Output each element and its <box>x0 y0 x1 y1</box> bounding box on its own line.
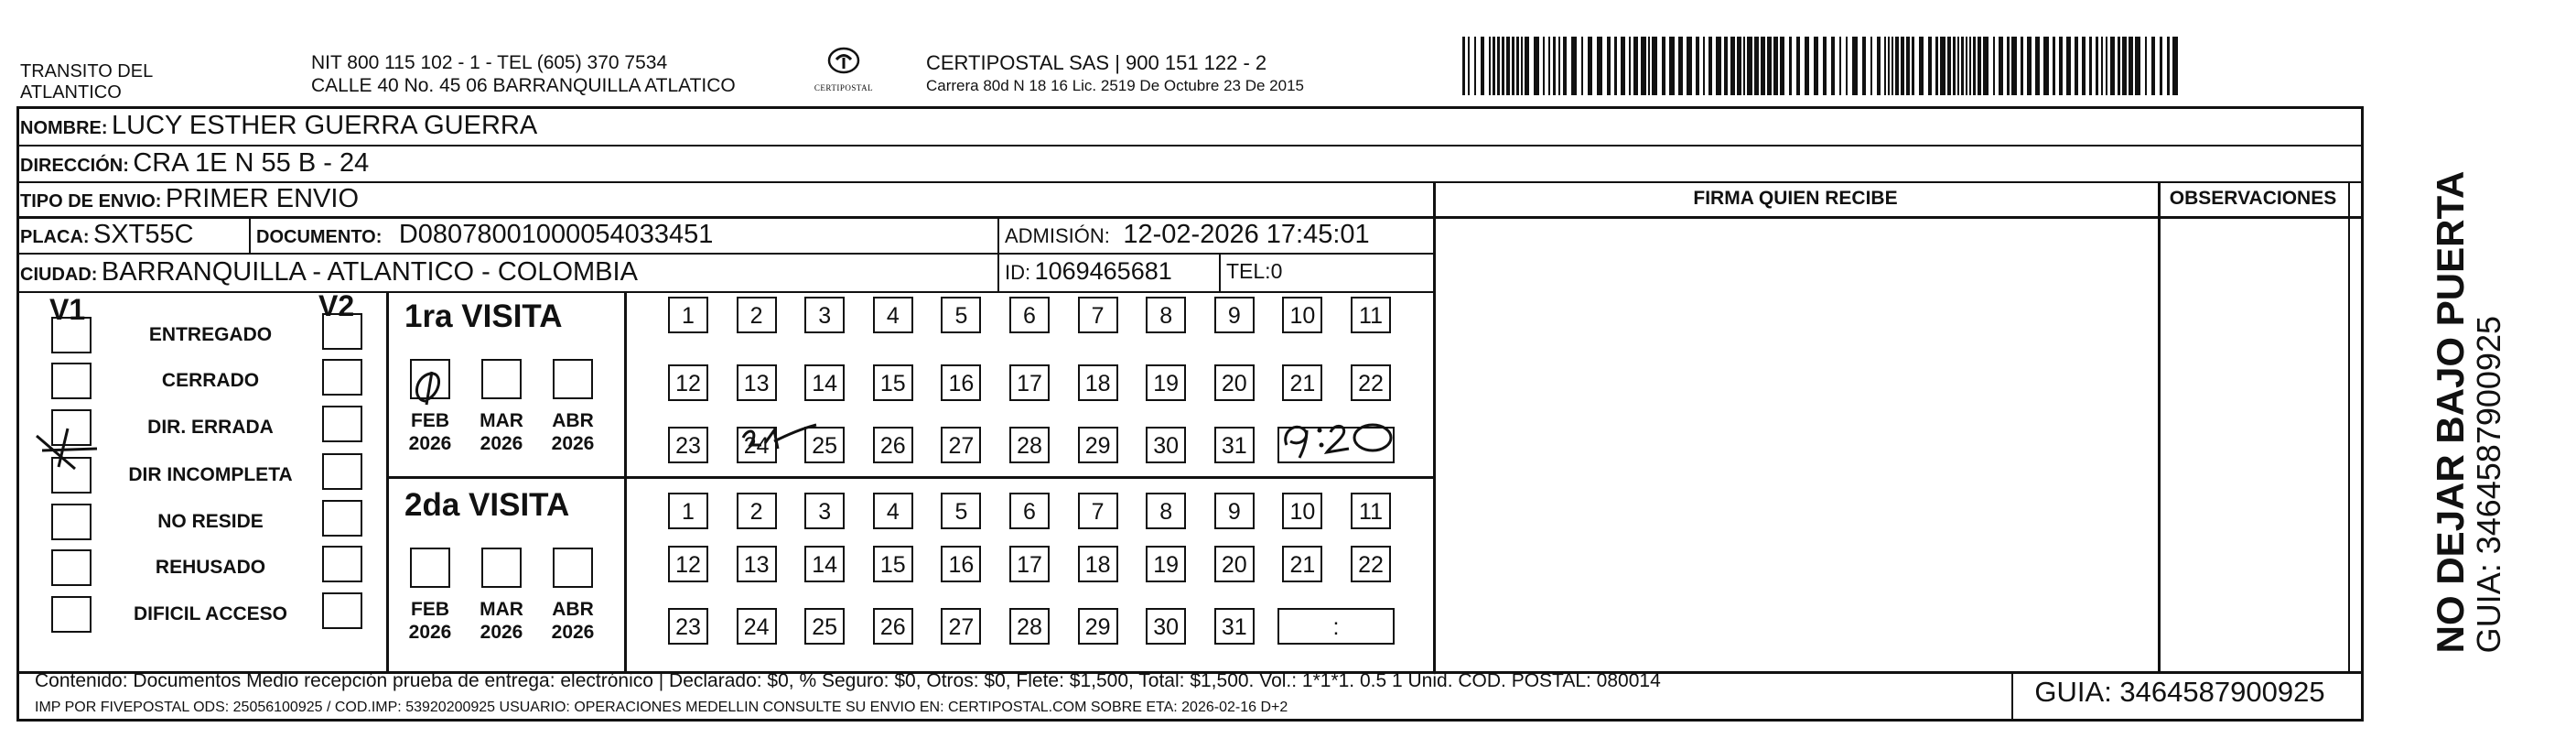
barcode-bar <box>1953 37 1956 95</box>
footer-line-1: Contenido: Documentos Medio recepción prueba de entrega: electrónico | Declarado: $0, % Seguro: $0, Otros: $0, Flete: $1,500, Total: $1,500. Vol.: 1*1*1. 0.5 1 Unid. COD. POSTAL: 080014 <box>35 670 1661 691</box>
barcode-bar <box>1747 37 1752 95</box>
ciudad-row <box>20 257 638 288</box>
barcode-bar <box>1512 37 1514 95</box>
first-visit-day-box[interactable]: 24 <box>737 427 777 463</box>
month-year: 2026 <box>408 433 452 454</box>
second-visit-day-box[interactable]: 10 <box>1282 493 1322 529</box>
second-visit-day-box[interactable]: 5 <box>941 493 981 529</box>
barcode-bar <box>1534 37 1539 95</box>
barcode-bar <box>2075 37 2078 95</box>
month-year: 2026 <box>480 622 523 643</box>
barcode-bar <box>1895 37 1899 95</box>
barcode-bar <box>2151 37 2155 95</box>
barcode-bar <box>1678 37 1683 95</box>
issuer-line-1: TRANSITO DEL <box>20 61 154 81</box>
barcode-bar <box>1957 37 1959 95</box>
v2-checkbox[interactable] <box>322 453 362 490</box>
second-visit-day-box[interactable]: 7 <box>1078 493 1118 529</box>
logo-text: CERTIPOSTAL <box>814 83 874 92</box>
first-visit-day-box[interactable]: 1 <box>668 297 708 333</box>
month-label <box>476 598 527 644</box>
direccion-row <box>20 148 369 179</box>
first-visit-day-box[interactable]: 8 <box>1146 297 1186 333</box>
id-field <box>1005 257 1172 286</box>
barcode-bar <box>1521 37 1523 95</box>
first-visit-day-box[interactable]: 30 <box>1146 427 1186 463</box>
barcode-bar <box>1947 37 1951 95</box>
second-visit-day-box[interactable]: 29 <box>1078 608 1118 645</box>
v2-checkbox[interactable] <box>322 406 362 442</box>
month-label <box>547 409 598 455</box>
first-visit-day-box[interactable]: 20 <box>1214 364 1255 401</box>
month-name: FEB <box>411 410 449 431</box>
firma-header: FIRMA QUIEN RECIBE <box>1693 188 1898 209</box>
first-visit-day-box[interactable]: 2 <box>737 297 777 333</box>
month-name: ABR <box>552 410 594 431</box>
month-year: 2026 <box>551 433 595 454</box>
barcode-bar <box>1516 37 1519 95</box>
no-dejar-warning: NO DEJAR BAJO PUERTA <box>2429 170 2472 654</box>
first-visit-day-box[interactable]: 22 <box>1351 364 1391 401</box>
barcode-bar <box>2167 37 2170 95</box>
second-visit-day-box[interactable]: 14 <box>804 546 845 582</box>
nombre-label: NOMBRE: <box>20 118 108 138</box>
barcode-bar <box>1662 37 1665 95</box>
month-name: MAR <box>480 410 523 431</box>
month-label <box>404 409 456 455</box>
barcode-bar <box>1629 37 1631 95</box>
barcode-bar <box>1761 37 1765 95</box>
certipostal-logo <box>807 46 880 101</box>
company-line-1: NIT 800 115 102 - 1 - TEL (605) 370 7534 <box>311 52 668 73</box>
barcode-bar <box>2135 37 2140 95</box>
barcode-bar <box>1648 37 1650 95</box>
barcode-bar <box>1877 37 1881 95</box>
second-visit-day-box[interactable]: 8 <box>1146 493 1186 529</box>
barcode-bar <box>2118 37 2120 95</box>
first-visit-day-box[interactable]: 17 <box>1009 364 1050 401</box>
barcode-bar <box>1597 37 1602 95</box>
barcode-bar <box>1497 37 1500 95</box>
status-option-label: DIR INCOMPLETA <box>128 464 293 485</box>
second-visit-month-box[interactable] <box>553 548 593 588</box>
barcode-bar <box>1892 37 1893 95</box>
first-visit-day-box[interactable]: 3 <box>804 297 845 333</box>
barcode-bar <box>2160 37 2162 95</box>
barcode-bar <box>2011 37 2017 95</box>
barcode-bar <box>1571 37 1577 95</box>
side-text <box>2430 171 2507 654</box>
second-visit-day-box[interactable]: 1 <box>668 493 708 529</box>
barcode-bar <box>1814 37 1818 95</box>
second-visit-title: 2da VISITA <box>404 487 570 523</box>
barcode-bar <box>2096 37 2098 95</box>
barcode-bar <box>2082 37 2086 95</box>
v2-checkbox[interactable] <box>322 359 362 396</box>
barcode-bar <box>1703 37 1705 95</box>
v2-checkbox[interactable] <box>322 592 362 629</box>
barcode-bar <box>1558 37 1560 95</box>
footer-line-2: IMP POR FIVEPOSTAL ODS: 25056100925 / COD.IMP: 53920200925 USUARIO: OPERACIONES MEDELLIN CONSULTE SU ENVIO EN: CERTIPOSTAL.COM SOBRE ETA: 2026-02-16 D+2 <box>35 700 1288 715</box>
barcode-bar <box>1978 37 1981 95</box>
barcode-bar <box>1652 37 1657 95</box>
second-visit-time-box[interactable]: : <box>1277 608 1395 645</box>
documento-value: D08078001000054033451 <box>398 220 714 249</box>
barcode-bar <box>2007 37 2010 95</box>
second-visit-day-box[interactable]: 18 <box>1078 546 1118 582</box>
direccion-value: CRA 1E N 55 B - 24 <box>133 148 370 178</box>
barcode-bar <box>2043 37 2049 95</box>
barcode-bar <box>1805 37 1809 95</box>
v2-header: V2 <box>318 289 355 322</box>
second-visit-day-box[interactable]: 12 <box>668 546 708 582</box>
second-visit-month-box[interactable] <box>410 548 450 588</box>
barcode-bar <box>1696 37 1699 95</box>
second-visit-day-box[interactable]: 11 <box>1351 493 1391 529</box>
barcode-bar <box>1687 37 1692 95</box>
barcode-bar <box>1614 37 1617 95</box>
logo-mark-icon <box>825 46 862 79</box>
second-visit-month-box[interactable] <box>481 548 522 588</box>
barcode-bar <box>1906 37 1910 95</box>
barcode-bar <box>1737 37 1741 95</box>
barcode-bar <box>2035 37 2040 95</box>
second-visit-day-box[interactable]: 20 <box>1214 546 1255 582</box>
status-option-label: ENTREGADO <box>148 324 273 345</box>
barcode-bar <box>1935 37 1938 95</box>
second-visit-day-box[interactable]: 23 <box>668 608 708 645</box>
first-visit-day-box[interactable]: 9 <box>1214 297 1255 333</box>
barcode <box>1462 37 2185 95</box>
tipo-envio-label: TIPO DE ENVIO: <box>20 191 162 212</box>
second-visit-day-box[interactable]: 15 <box>873 546 913 582</box>
v1-checkbox[interactable] <box>51 317 92 353</box>
first-visit-day-box[interactable]: 28 <box>1009 427 1050 463</box>
first-visit-day-box[interactable]: 19 <box>1146 364 1186 401</box>
tipo-envio-row <box>20 184 359 214</box>
time-handwritten <box>1279 418 1398 461</box>
second-visit-day-box[interactable]: 13 <box>737 546 777 582</box>
barcode-bar <box>1888 37 1890 95</box>
side-guia: GUIA: 3464587900925 <box>2470 316 2507 654</box>
first-visit-day-box[interactable]: 26 <box>873 427 913 463</box>
barcode-bar <box>1481 37 1484 95</box>
first-visit-day-box[interactable]: 11 <box>1351 297 1391 333</box>
status-option-label: DIFICIL ACCESO <box>133 603 287 624</box>
v1-header: V1 <box>49 293 86 326</box>
second-visit-day-box[interactable]: 17 <box>1009 546 1050 582</box>
second-visit-day-box[interactable]: 21 <box>1282 546 1322 582</box>
barcode-bar <box>1506 37 1510 95</box>
second-visit-day-box[interactable]: 6 <box>1009 493 1050 529</box>
barcode-bar <box>1468 37 1470 95</box>
second-visit-day-box[interactable]: 3 <box>804 493 845 529</box>
barcode-bar <box>1846 37 1848 95</box>
first-visit-day-box[interactable]: 25 <box>804 427 845 463</box>
barcode-bar <box>1588 37 1592 95</box>
barcode-bar <box>1563 37 1567 95</box>
second-visit-day-box[interactable]: 25 <box>804 608 845 645</box>
barcode-bar <box>1852 37 1858 95</box>
tel-value: 0 <box>1270 259 1283 283</box>
barcode-bar <box>1641 37 1646 95</box>
barcode-bar <box>1669 37 1675 95</box>
company-info <box>311 51 736 97</box>
barcode-bar <box>1548 37 1550 95</box>
first-visit-day-box[interactable]: 21 <box>1282 364 1322 401</box>
placa-label: PLACA: <box>20 227 90 247</box>
second-visit-day-box[interactable]: 28 <box>1009 608 1050 645</box>
barcode-bar <box>1928 37 1932 95</box>
status-option-label: NO RESIDE <box>157 511 264 532</box>
month-label <box>476 409 527 455</box>
first-visit-day-box[interactable]: 31 <box>1214 427 1255 463</box>
first-visit-day-box[interactable]: 29 <box>1078 427 1118 463</box>
footer-guia: GUIA: 3464587900925 <box>2034 676 2325 708</box>
barcode-bar <box>1489 37 1491 95</box>
second-visit-day-box[interactable]: 16 <box>941 546 981 582</box>
first-visit-month-box[interactable] <box>481 359 522 399</box>
month-year: 2026 <box>480 433 523 454</box>
barcode-bar <box>1633 37 1638 95</box>
second-visit-day-box[interactable]: 19 <box>1146 546 1186 582</box>
barcode-bar <box>2145 37 2147 95</box>
issuer-name <box>20 61 153 103</box>
v1-check-mark <box>33 423 102 471</box>
v2-checkbox[interactable] <box>322 546 362 582</box>
v1-checkbox[interactable] <box>51 363 92 399</box>
barcode-bar <box>2110 37 2115 95</box>
barcode-bar <box>1543 37 1545 95</box>
barcode-bar <box>1502 37 1504 95</box>
status-option-label: CERRADO <box>161 370 260 391</box>
v2-checkbox[interactable] <box>322 500 362 537</box>
barcode-bar <box>1789 37 1792 95</box>
feb-handwritten-mark <box>406 364 450 408</box>
barcode-bar <box>2059 37 2063 95</box>
barcode-bar <box>1823 37 1827 95</box>
first-visit-day-box[interactable]: 13 <box>737 364 777 401</box>
admision-label: ADMISIÓN: <box>1005 224 1110 247</box>
barcode-bar <box>1884 37 1886 95</box>
second-visit-day-box[interactable]: 27 <box>941 608 981 645</box>
status-option-label: DIR. ERRADA <box>147 417 274 438</box>
barcode-bar <box>1973 37 1976 95</box>
first-visit-day-box[interactable]: 7 <box>1078 297 1118 333</box>
barcode-bar <box>2053 37 2055 95</box>
first-visit-day-box[interactable]: 12 <box>668 364 708 401</box>
company-line-2: CALLE 40 No. 45 06 BARRANQUILLA ATLATICO <box>311 75 736 96</box>
barcode-bar <box>2101 37 2103 95</box>
courier-info <box>926 51 1304 97</box>
ciudad-value: BARRANQUILLA - ATLANTICO - COLOMBIA <box>101 257 638 287</box>
month-name: ABR <box>552 599 594 620</box>
first-visit-day-box[interactable]: 4 <box>873 297 913 333</box>
first-visit-day-box[interactable]: 6 <box>1009 297 1050 333</box>
first-visit-month-box[interactable] <box>553 359 593 399</box>
first-visit-day-box[interactable]: 10 <box>1282 297 1322 333</box>
first-visit-day-box[interactable]: 23 <box>668 427 708 463</box>
second-visit-day-box[interactable]: 4 <box>873 493 913 529</box>
barcode-bar <box>1581 37 1583 95</box>
placa-row <box>20 220 194 250</box>
barcode-bar <box>1919 37 1924 95</box>
barcode-bar <box>1780 37 1784 95</box>
v1-checkbox[interactable] <box>51 549 92 586</box>
second-visit-day-box[interactable]: 24 <box>737 608 777 645</box>
v1-checkbox[interactable] <box>51 596 92 633</box>
tipo-envio-value: PRIMER ENVIO <box>165 184 360 213</box>
barcode-bar <box>1862 37 1866 95</box>
month-name: FEB <box>411 599 449 620</box>
barcode-bar <box>1607 37 1611 95</box>
barcode-bar <box>1961 37 1964 95</box>
barcode-bar <box>1901 37 1904 95</box>
second-visit-day-box[interactable]: 2 <box>737 493 777 529</box>
barcode-bar <box>1912 37 1914 95</box>
barcode-bar <box>2106 37 2107 95</box>
month-label <box>404 598 456 644</box>
barcode-bar <box>2129 37 2133 95</box>
second-visit-day-box[interactable]: 9 <box>1214 493 1255 529</box>
barcode-bar <box>1553 37 1556 95</box>
barcode-bar <box>1993 37 1995 95</box>
day24-handwritten-mark <box>738 421 820 458</box>
courier-line-2: Carrera 80d N 18 16 Lic. 2519 De Octubre 23 De 2015 <box>926 77 1304 94</box>
barcode-bar <box>1474 37 1476 95</box>
observaciones-header: OBSERVACIONES <box>2169 188 2337 209</box>
barcode-bar <box>1940 37 1945 95</box>
barcode-bar <box>2027 37 2032 95</box>
barcode-bar <box>1493 37 1495 95</box>
barcode-bar <box>1462 37 1465 95</box>
tel-field <box>1226 259 1282 284</box>
second-visit-day-box[interactable]: 30 <box>1146 608 1186 645</box>
courier-line-1: CERTIPOSTAL SAS | 900 151 122 - 2 <box>926 51 1267 74</box>
month-year: 2026 <box>408 622 452 643</box>
first-visit-day-box[interactable]: 27 <box>941 427 981 463</box>
barcode-bar <box>2122 37 2127 95</box>
barcode-bar <box>1708 37 1712 95</box>
id-label: ID: <box>1005 261 1031 284</box>
barcode-bar <box>1983 37 1989 95</box>
barcode-bar <box>1724 37 1728 95</box>
barcode-bar <box>1716 37 1721 95</box>
first-visit-title: 1ra VISITA <box>404 298 563 334</box>
month-year: 2026 <box>551 622 595 643</box>
second-visit-day-box[interactable]: 26 <box>873 608 913 645</box>
barcode-bar <box>1773 37 1778 95</box>
second-visit-day-box[interactable]: 22 <box>1351 546 1391 582</box>
direccion-label: DIRECCIÓN: <box>20 156 129 176</box>
barcode-bar <box>2089 37 2092 95</box>
issuer-line-2: ATLANTICO <box>20 82 122 103</box>
barcode-bar <box>2172 37 2178 95</box>
documento-field <box>256 220 713 250</box>
v1-checkbox[interactable] <box>51 504 92 540</box>
documento-label: DOCUMENTO: <box>256 227 383 247</box>
ciudad-label: CIUDAD: <box>20 265 98 285</box>
barcode-bar <box>1966 37 1967 95</box>
tel-label: TEL: <box>1226 259 1271 283</box>
barcode-bar <box>1767 37 1772 95</box>
nombre-row <box>20 111 537 141</box>
admision-field <box>1005 220 1370 250</box>
first-visit-day-box[interactable]: 15 <box>873 364 913 401</box>
placa-value: SXT55C <box>93 220 194 249</box>
barcode-bar <box>2066 37 2071 95</box>
barcode-bar <box>1870 37 1872 95</box>
first-visit-day-box[interactable]: 5 <box>941 297 981 333</box>
admision-value: 12-02-2026 17:45:01 <box>1123 220 1370 249</box>
barcode-bar <box>1525 37 1529 95</box>
first-visit-day-box[interactable]: 16 <box>941 364 981 401</box>
first-visit-day-box[interactable]: 18 <box>1078 364 1118 401</box>
month-label <box>547 598 598 644</box>
barcode-bar <box>1839 37 1841 95</box>
status-option-label: REHUSADO <box>155 557 266 578</box>
first-visit-day-box[interactable]: 14 <box>804 364 845 401</box>
barcode-bar <box>1969 37 1971 95</box>
barcode-bar <box>1754 37 1759 95</box>
barcode-bar <box>1831 37 1835 95</box>
barcode-bar <box>1621 37 1625 95</box>
id-value: 1069465681 <box>1034 257 1172 285</box>
second-visit-day-box[interactable]: 31 <box>1214 608 1255 645</box>
nombre-value: LUCY ESTHER GUERRA GUERRA <box>112 111 538 140</box>
month-name: MAR <box>480 599 523 620</box>
barcode-bar <box>1743 37 1745 95</box>
barcode-bar <box>1796 37 1800 95</box>
barcode-bar <box>2021 37 2023 95</box>
barcode-bar <box>1999 37 2003 95</box>
v2-checkbox[interactable] <box>322 313 362 350</box>
barcode-bar <box>1730 37 1735 95</box>
